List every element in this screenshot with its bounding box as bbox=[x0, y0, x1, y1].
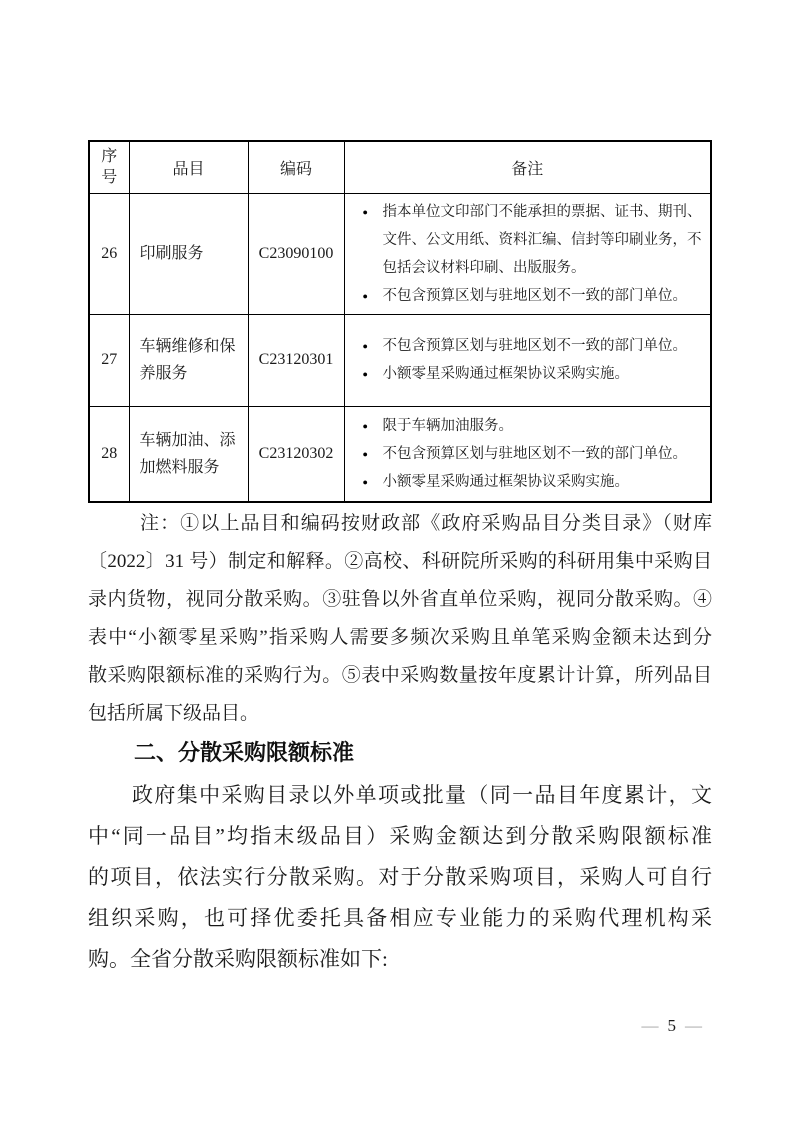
item-cell: 车辆维修和保养服务 bbox=[129, 314, 248, 406]
remark-text: 指本单位文印部门不能承担的票据、证书、期刊、文件、公文用纸、资料汇编、信封等印刷业务，不包括会议材料印刷、出版服务。 bbox=[382, 203, 702, 276]
header-cell-no bbox=[89, 141, 129, 193]
body-paragraph bbox=[88, 775, 712, 980]
body-line: 购。全省分散采购限额标准如下: bbox=[88, 947, 388, 971]
table-header-row bbox=[89, 141, 711, 193]
body-line: 的项目，依法实行分散采购。对于分散采购项目，采购人可自行 bbox=[88, 865, 712, 889]
body-line: 中“同一品目”均指末级品目）采购金额达到分散采购限额标准 bbox=[88, 824, 712, 848]
bullet-icon: ● bbox=[362, 290, 368, 301]
remark-item bbox=[363, 332, 705, 360]
row-number-cell: 26 bbox=[89, 193, 129, 314]
body-line: 政府集中采购目录以外单项或批量（同一品目年度累计，文 bbox=[132, 783, 712, 807]
remarks-cell bbox=[344, 193, 711, 314]
note-line: 散采购限额标准的采购行为。⑤表中采购数量按年度累计计算，所列品目 bbox=[88, 665, 712, 686]
code-cell: C23120301 bbox=[248, 314, 344, 406]
remarks-list bbox=[345, 408, 711, 500]
note-line: 〔2022〕31 号）制定和解释。②高校、科研院所采购的科研用集中采购目 bbox=[88, 551, 712, 572]
remarks-list bbox=[345, 328, 711, 392]
page-content bbox=[88, 140, 712, 980]
remarks-list bbox=[345, 194, 711, 314]
row-number-cell: 27 bbox=[89, 314, 129, 406]
remark-text: 限于车辆加油服务。 bbox=[382, 417, 513, 434]
bullet-icon: ● bbox=[362, 448, 368, 459]
remark-text: 不包含预算区划与驻地区划不一致的部门单位。 bbox=[382, 445, 687, 462]
note-line: 注：①以上品目和编码按财政部《政府采购品目分类目录》（财库 bbox=[140, 513, 712, 534]
remark-item bbox=[363, 282, 705, 310]
procurement-catalog-table bbox=[88, 140, 712, 503]
table-row bbox=[89, 314, 711, 406]
header-cell-item: 品目 bbox=[129, 141, 248, 193]
remark-text: 不包含预算区划与驻地区划不一致的部门单位。 bbox=[382, 287, 687, 304]
table-row bbox=[89, 193, 711, 314]
bullet-icon: ● bbox=[362, 420, 368, 431]
note-line: 录内货物，视同分散采购。③驻鲁以外省直单位采购，视同分散采购。④ bbox=[88, 589, 712, 610]
header-no-label: 序号 bbox=[101, 147, 118, 187]
remark-item bbox=[363, 360, 705, 388]
page-number-dash: — bbox=[641, 1016, 659, 1035]
remark-text: 不包含预算区划与驻地区划不一致的部门单位。 bbox=[382, 338, 687, 354]
remark-text: 小额零星采购通过框架协议采购实施。 bbox=[382, 473, 629, 490]
remark-item bbox=[363, 198, 705, 282]
remark-item bbox=[363, 412, 705, 440]
page-number-dash: — bbox=[685, 1016, 702, 1035]
remarks-cell bbox=[344, 314, 711, 406]
remarks-cell bbox=[344, 406, 711, 502]
note-line: 包括所属下级品目。 bbox=[88, 703, 260, 724]
item-cell: 印刷服务 bbox=[129, 193, 248, 314]
section-heading: 二、分散采购限额标准 bbox=[134, 740, 355, 765]
bullet-icon: ● bbox=[362, 369, 368, 379]
bullet-icon: ● bbox=[362, 341, 368, 351]
code-cell: C23090100 bbox=[248, 193, 344, 314]
remark-text: 小额零星采购通过框架协议采购实施。 bbox=[382, 366, 629, 382]
row-number-cell: 28 bbox=[89, 406, 129, 502]
note-line: 表中“小额零星采购”指采购人需要多频次采购且单笔采购金额未达到分 bbox=[88, 627, 712, 648]
remark-item bbox=[363, 468, 705, 496]
code-cell: C23120302 bbox=[248, 406, 344, 502]
body-line: 组织采购，也可择优委托具备相应专业能力的采购代理机构采 bbox=[88, 906, 712, 930]
page-number-value: 5 bbox=[667, 1016, 676, 1035]
remark-item bbox=[363, 440, 705, 468]
header-cell-remark: 备注 bbox=[344, 141, 711, 193]
bullet-icon: ● bbox=[362, 476, 368, 487]
bullet-icon: ● bbox=[362, 206, 368, 217]
item-cell: 车辆加油、添加燃料服务 bbox=[129, 406, 248, 502]
note-paragraph bbox=[88, 505, 712, 733]
table-row bbox=[89, 406, 711, 502]
page-number bbox=[642, 1016, 703, 1036]
header-cell-code: 编码 bbox=[248, 141, 344, 193]
